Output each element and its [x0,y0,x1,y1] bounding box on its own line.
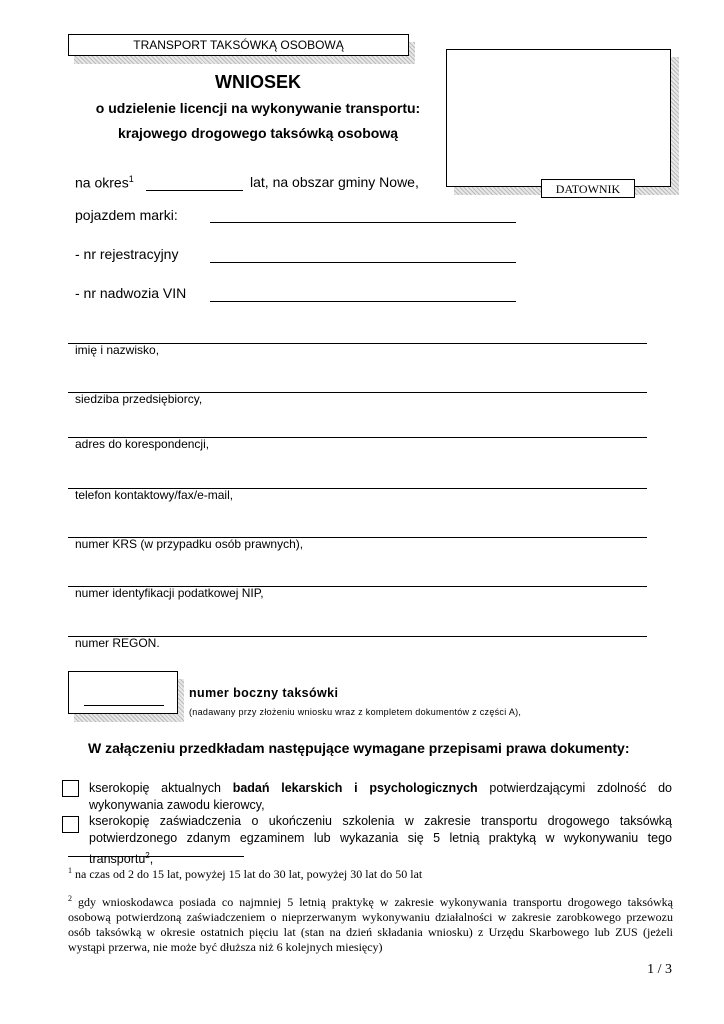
category-box [68,34,409,56]
footnote-2 [68,891,673,955]
side-number-box [68,671,178,714]
stamp-box [446,49,671,187]
applicant-field-label-3: adres do korespondencji, [75,437,210,451]
footnote-1-number: 1 [68,866,72,875]
period-row [75,174,134,191]
period-years-field[interactable] [146,190,243,191]
stamp-label: DATOWNIK [555,182,621,196]
attachment-item-1-pre: kserokopię aktualnych [89,781,233,795]
applicant-field-label-2: siedziba przedsiębiorcy, [75,392,203,406]
attachment-item-1-bold: badań lekarskich i psychologicznych [232,781,478,795]
page-number: 1 / 3 [647,962,672,977]
attachment-item-2 [89,813,672,868]
attachment-item-2-ref: 2 [145,851,150,860]
footnote-1 [68,863,673,882]
attachment-item-1 [89,780,672,814]
period-suffix: lat, na obszar gminy Nowe, [250,174,419,190]
period-prefix: na okres [75,174,129,191]
vin-field[interactable] [210,301,516,302]
subtitle-line2: krajowego drogowego taksówką osobową [117,125,399,141]
side-number-field[interactable] [84,705,164,706]
footnote-2-text: gdy wnioskodawca posiada co najmniej 5 letnią praktykę w zakresie wykonywania transportu drogowego taksówką osobową potwierdzoną zaświadczeniem o nieprzerwanym wykonywaniu działalności w zakresie zarobkowego przewozu osób taksówką w okresie ostatnich pięciu lat (stan na dzień składania wniosku) z Urzędu Skarbowego lub ZUS (jeżeli wystąpi przerwa, nie może być dłuższa niż 6 kolejnych miesięcy) [68,895,673,954]
footnote-2-number: 2 [68,894,72,903]
applicant-field-label-7: numer REGON. [75,636,160,650]
side-number-note: (nadawany przy złożeniu wniosku wraz z kompletem dokumentów z części A), [189,707,522,717]
period-footnote-ref: 1 [128,174,134,184]
footnote-separator [68,856,244,857]
attachment-item-2-end: , [149,852,154,867]
subtitle-line1: o udzielenie licencji na wykonywanie transportu: [95,100,421,116]
footnote-1-text: na czas od 2 do 15 lat, powyżej 15 lat do 30 lat, powyżej 30 lat do 50 lat [72,867,423,881]
registration-field[interactable] [210,262,516,263]
side-number-title: numer boczny taksówki [189,686,339,700]
brand-label: pojazdem marki: [75,207,178,223]
category-label: TRANSPORT TAKSÓWKĄ OSOBOWĄ [133,38,344,52]
registration-label: - nr rejestracyjny [75,246,179,262]
stamp-label-box [541,179,635,198]
applicant-field-label-6: numer identyfikacji podatkowej NIP, [75,586,264,600]
brand-field[interactable] [210,222,516,223]
applicant-field-label-1: imię i nazwisko, [75,343,160,357]
attachment-checkbox-1[interactable] [62,780,79,797]
attachment-checkbox-2[interactable] [62,816,79,833]
applicant-field-label-5: numer KRS (w przypadku osób prawnych), [75,537,304,551]
attachments-heading: W załączeniu przedkładam następujące wymagane przepisami prawa dokumenty: [88,740,630,756]
vin-label: - nr nadwozia VIN [75,285,187,301]
page-title: WNIOSEK [214,72,301,92]
applicant-field-label-4: telefon kontaktowy/fax/e-mail, [75,488,234,502]
attachment-item-1-post: potwierdzającymi zdolność do wykonywania zawodu kierowcy, [89,781,672,812]
attachment-item-2-text: kserokopię zaświadczenia o ukończeniu szkolenia w zakresie transportu drogowego taksówką potwierdzonego zdanym egzaminem lub wykazania się 5 letnią praktyką w wykonywaniu tego transportu [89,814,672,867]
